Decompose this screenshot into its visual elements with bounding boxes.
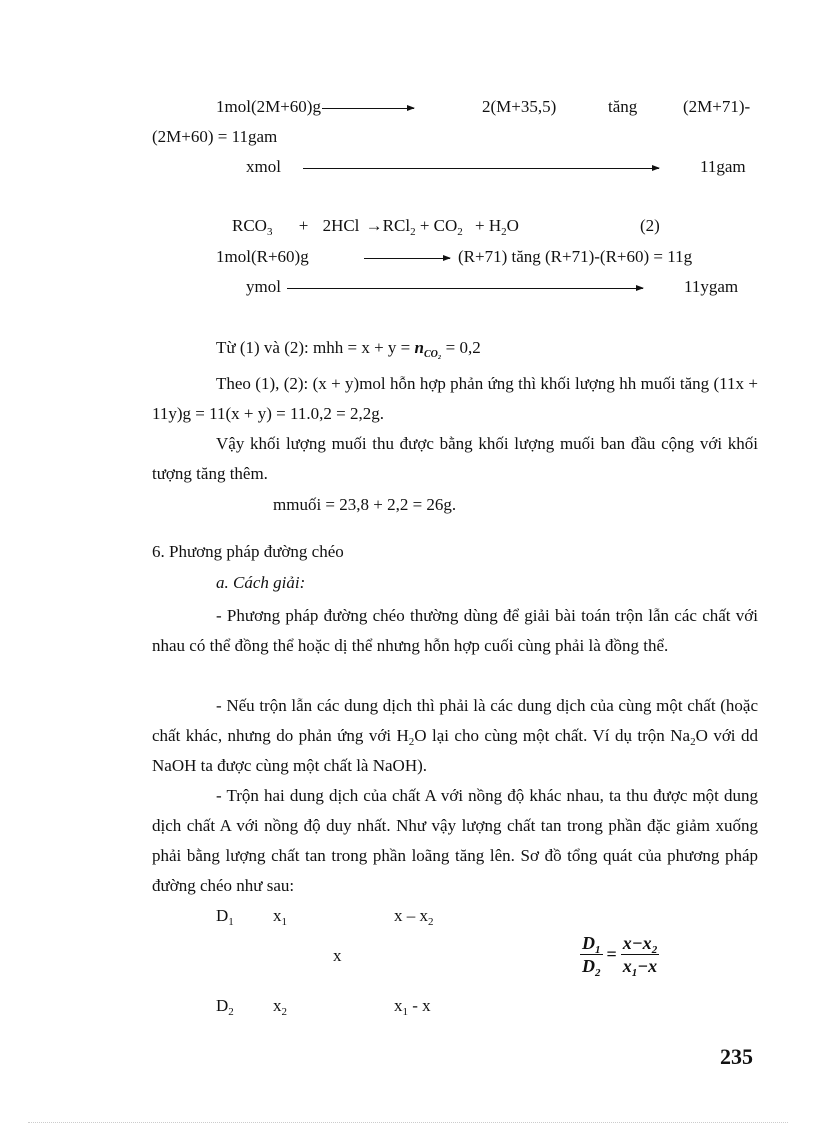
diagram-x1-sub: 1	[281, 916, 287, 928]
reaction2-row3-left: ymol	[246, 277, 281, 296]
calc-n-co2: n	[414, 338, 424, 357]
ratio-left-fraction	[580, 932, 603, 977]
page-number: 235	[720, 1044, 753, 1069]
ratio-right-denominator	[621, 955, 659, 977]
diagram-x1-minus-x-tail: - x	[408, 996, 431, 1015]
calc-theo-text: Theo (1), (2): (x + y)mol hỗn hợp phản ứng thì khối lượng hh muối tăng (11x + 11y)g = 11(x + y) = 11.0,2 = 2,2g.	[152, 374, 758, 423]
ratio-num-text: x−x	[622, 933, 652, 953]
eq-arrow: →	[365, 216, 383, 235]
section-subheading: a. Cách giải:	[216, 573, 306, 592]
ratio-right-fraction	[621, 932, 659, 977]
ratio-den-sub: 1	[631, 967, 638, 979]
diagram-x1	[273, 906, 287, 926]
diagram-x1-minus-x	[394, 996, 431, 1016]
diagram-x1-minus-x-letter: x	[394, 996, 403, 1015]
reaction1-row1-left: 1mol(2M+60)g	[216, 97, 321, 116]
ratio-d1: D	[582, 933, 595, 953]
reaction1-row2: (2M+60) = 11gam	[152, 127, 278, 146]
reaction2-arrow-1	[364, 258, 450, 259]
calc-theo-paragraph	[152, 369, 758, 429]
diagram-x1-minus-x-sub: 1	[402, 1006, 408, 1018]
eq-o: O	[506, 216, 519, 235]
eq-plus-1: +	[298, 216, 309, 235]
reaction2-arrow-2	[287, 288, 643, 289]
ratio-left-numerator	[580, 932, 603, 955]
section-paragraph-3	[152, 781, 758, 901]
diagram-x2	[273, 996, 287, 1016]
diagram-x-minus-x2-sub: 2	[428, 916, 434, 928]
section-p2-c: O với dd NaOH ta được cùng một chất là NaOH).	[152, 726, 758, 775]
reaction1-row1-right: (2M+71)-	[683, 97, 751, 116]
diagram-x1-letter: x	[273, 906, 282, 925]
reaction2-row2-right: (R+71) tăng (R+71)-(R+60) = 11g	[458, 247, 693, 266]
reaction2-row2-left: 1mol(R+60)g	[216, 247, 309, 266]
section-heading: 6. Phương pháp đường chéo	[152, 542, 344, 561]
calc-n-co2-sub: CO₂	[423, 349, 442, 360]
diagram-x-minus-x2-text: x – x	[394, 906, 428, 925]
reaction1-arrow-2	[303, 168, 659, 169]
reaction1-row1-increase: tăng	[608, 97, 638, 116]
eq-reactant-sub: 3	[266, 226, 273, 238]
ratio-left-denominator	[580, 955, 603, 977]
diagram-x-minus-x2	[394, 906, 434, 926]
eq-rcl: RCl	[382, 216, 411, 235]
diagram-d1-sub: 1	[228, 916, 234, 928]
diagram-d1-letter: D	[216, 906, 229, 925]
section-p2-na2o-sub: 2	[690, 736, 696, 748]
reaction1-row1-mid: 2(M+35,5)	[482, 97, 557, 116]
section-paragraph-2	[152, 691, 758, 781]
calc-mmuoi: mmuối = 23,8 + 2,2 = 26g.	[273, 495, 457, 514]
calc-sum-line	[216, 338, 481, 358]
calc-vay-paragraph	[152, 429, 758, 489]
calc-sum-after: = 0,2	[441, 338, 481, 357]
calc-vay-text: Vậy khối lượng muối thu được bằng khối lượng muối ban đầu cộng với khối tượng tăng thêm.	[152, 434, 758, 483]
reaction2-row3-right: 11ygam	[684, 277, 739, 296]
eq-rcl-sub: 2	[410, 226, 416, 238]
section-p2-a: - Nếu trộn lẫn các dung dịch thì phải là các dung dịch của cùng một chất (hoặc chất khác, nhưng do phản ứng với H	[152, 696, 758, 745]
ratio-equals: =	[606, 944, 617, 964]
reaction2-equation	[232, 216, 519, 236]
ratio-d2-sub: 2	[595, 967, 601, 979]
reaction2-label: (2)	[640, 216, 660, 235]
diagram-d2-letter: D	[216, 996, 229, 1015]
diagram-d2	[216, 996, 234, 1016]
eq-co-sub: 2	[457, 226, 463, 238]
eq-plus-2: +	[419, 216, 430, 235]
ratio-num-sub: 2	[651, 944, 658, 956]
diagram-x2-letter: x	[273, 996, 282, 1015]
diagram-center-x: x	[333, 946, 342, 965]
section-paragraph-1	[152, 601, 758, 661]
eq-h-sub: 2	[501, 226, 507, 238]
reaction1-row3-left: xmol	[246, 157, 281, 176]
diagram-x2-sub: 2	[281, 1006, 287, 1018]
eq-co: CO	[433, 216, 458, 235]
section-p2-h2o-sub: 2	[408, 736, 415, 748]
ratio-right-numerator	[621, 932, 659, 955]
section-p1-text: - Phương pháp đường chéo thường dùng để giải bài toán trộn lẫn các chất với nhau có thể đồng thể hoặc dị thể nhưng hỗn hợp cuối cùng phải là đồng thể.	[152, 606, 758, 655]
ratio-d2: D	[582, 956, 595, 976]
eq-plus-3: +	[475, 216, 485, 235]
ratio-den-x: x	[622, 956, 632, 976]
diagram-d2-sub: 2	[228, 1006, 234, 1018]
section-p3-text: - Trộn hai dung dịch của chất A với nồng độ khác nhau, ta thu được một dung dịch chất A với nồng độ duy nhất. Như vậy lượng chất tan trong phần đặc giảm xuống phải bằng lượng chất tan trong phần loãng tăng lên. Sơ đồ tổng quát của phương pháp đường chéo như sau:	[152, 786, 758, 895]
calc-sum-before: Từ (1) và (2): mhh = x + y =	[216, 338, 415, 357]
diagram-ratio-formula	[580, 932, 659, 977]
section-p2-b: O lại cho cùng một chất. Ví dụ trộn Na	[414, 726, 691, 745]
ratio-d1-sub: 1	[595, 944, 601, 956]
reaction1-arrow-1	[322, 108, 414, 109]
eq-h: H	[488, 216, 502, 235]
ratio-den-tail: −x	[637, 956, 658, 976]
eq-hcl: 2HCl	[322, 216, 360, 235]
reaction1-row3-right: 11gam	[700, 157, 746, 176]
eq-reactant: RCO	[232, 216, 267, 235]
diagram-d1	[216, 906, 234, 926]
